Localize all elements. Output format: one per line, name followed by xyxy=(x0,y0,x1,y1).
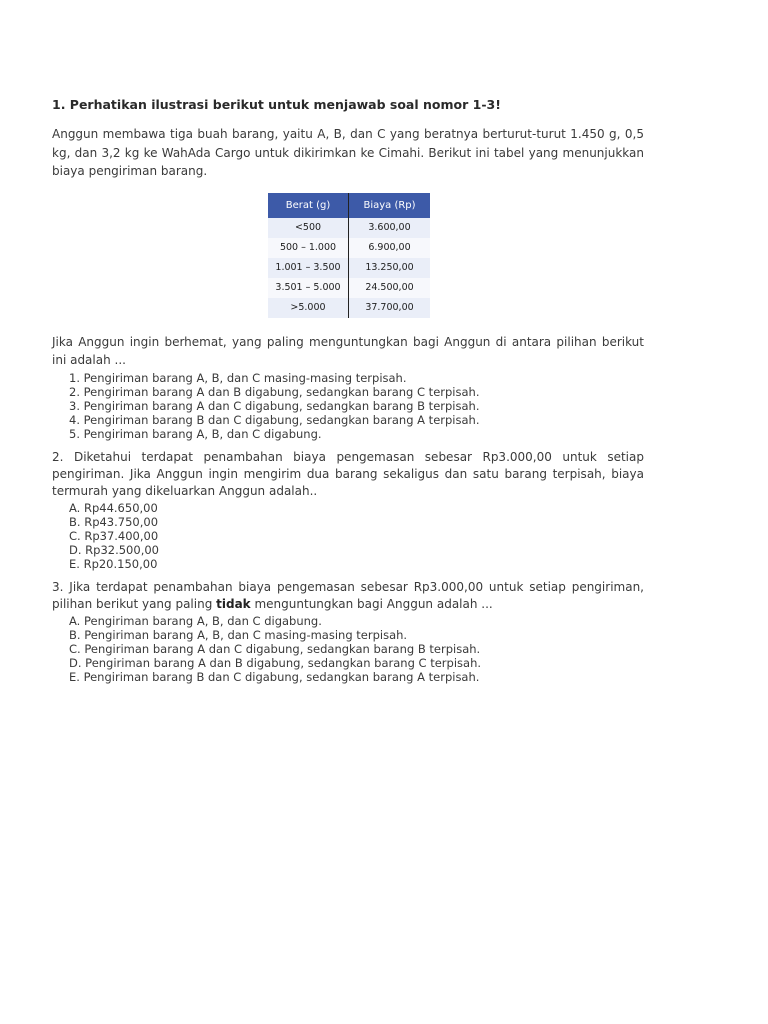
weight-cell: 3.501 – 5.000 xyxy=(268,278,349,298)
question-3-keyword: tidak xyxy=(216,596,251,611)
shipping-cost-table-wrapper xyxy=(268,193,430,318)
list-item: E. Rp20.150,00 xyxy=(69,556,158,571)
list-item: 5. Pengiriman barang A, B, dan C digabung. xyxy=(69,426,322,441)
cost-cell: 3.600,00 xyxy=(349,218,431,238)
list-item: A. Rp44.650,00 xyxy=(69,500,158,515)
question-3-prompt-start: 3. Jika terdapat penambahan biaya pengemasan sebesar Rp3.000,00 untuk setiap pengiriman, pilihan berikut yang paling xyxy=(52,579,644,611)
list-item: A. Pengiriman barang A, B, dan C digabung. xyxy=(69,613,322,628)
weight-cell: >5.000 xyxy=(268,298,349,318)
list-item: D. Rp32.500,00 xyxy=(69,542,159,557)
question-3-prompt xyxy=(52,579,644,613)
list-item: C. Rp37.400,00 xyxy=(69,528,159,543)
list-item: B. Rp43.750,00 xyxy=(69,514,159,529)
table-header-row xyxy=(268,193,430,218)
cost-cell: 24.500,00 xyxy=(349,278,431,298)
list-item: C. Pengiriman barang A dan C digabung, sedangkan barang B terpisah. xyxy=(69,641,481,656)
document-page xyxy=(52,97,644,684)
cost-cell: 13.250,00 xyxy=(349,258,431,278)
question-1-intro: Anggun membawa tiga buah barang, yaitu A, B, dan C yang beratnya berturut-turut 1.450 g, 0,5 kg, dan 3,2 kg ke WahAda Cargo untuk dikirimkan ke Cimahi. Berikut ini tabel yang menunjukkan biaya pengiriman barang. xyxy=(52,127,644,178)
list-item: 2. Pengiriman barang A dan B digabung, sedangkan barang C terpisah. xyxy=(69,384,480,399)
list-item: E. Pengiriman barang B dan C digabung, sedangkan barang A terpisah. xyxy=(69,669,480,684)
weight-cell: 1.001 – 3.500 xyxy=(268,258,349,278)
list-item: B. Pengiriman barang A, B, dan C masing-masing terpisah. xyxy=(69,627,408,642)
cost-cell: 6.900,00 xyxy=(349,238,431,258)
cost-cell: 37.700,00 xyxy=(349,298,431,318)
question-3-options xyxy=(52,614,644,684)
question-2-prompt: 2. Diketahui terdapat penambahan biaya pengemasan sebesar Rp3.000,00 untuk setiap pengiriman. Jika Anggun ingin mengirim dua barang sekaligus dan satu barang terpisah, biaya termurah yang dikeluarkan Anggun adalah.. xyxy=(52,449,644,498)
table-row xyxy=(268,218,430,238)
question-3-prompt-end: menguntungkan bagi Anggun adalah ... xyxy=(250,596,493,611)
question-1-prompt: Jika Anggun ingin berhemat, yang paling menguntungkan bagi Anggun di antara pilihan berikut ini adalah ... xyxy=(52,334,644,367)
weight-cell: <500 xyxy=(268,218,349,238)
list-item: D. Pengiriman barang A dan B digabung, sedangkan barang C terpisah. xyxy=(69,655,482,670)
question-1-options xyxy=(52,371,644,441)
table-row xyxy=(268,238,430,258)
question-1-heading: 1. Perhatikan ilustrasi berikut untuk menjawab soal nomor 1-3! xyxy=(52,97,501,112)
shipping-cost-table xyxy=(268,193,430,318)
table-row xyxy=(268,298,430,318)
list-item: 3. Pengiriman barang A dan C digabung, sedangkan barang B terpisah. xyxy=(69,398,480,413)
table-row xyxy=(268,258,430,278)
table-row xyxy=(268,278,430,298)
list-item: 1. Pengiriman barang A, B, dan C masing-masing terpisah. xyxy=(69,370,407,385)
question-2-options xyxy=(52,501,644,571)
weight-cell: 500 – 1.000 xyxy=(268,238,349,258)
column-header-weight: Berat (g) xyxy=(268,193,349,218)
list-item: 4. Pengiriman barang B dan C digabung, sedangkan barang A terpisah. xyxy=(69,412,480,427)
column-header-cost: Biaya (Rp) xyxy=(349,193,431,218)
